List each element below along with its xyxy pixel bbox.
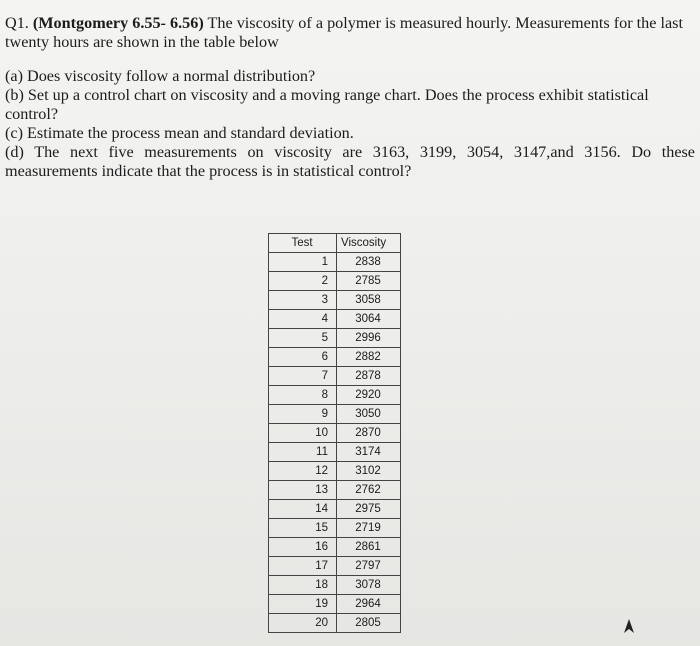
table-row	[269, 386, 401, 405]
viscosity-value-cell: 3064	[337, 310, 401, 329]
part-c: (c) Estimate the process mean and standard deviation.	[5, 124, 354, 142]
part-a: (a) Does viscosity follow a normal distribution?	[5, 67, 316, 85]
viscosity-value-cell: 2870	[337, 424, 401, 443]
test-number-cell: 3	[269, 291, 337, 310]
table-row	[269, 538, 401, 557]
viscosity-value-cell: 2797	[337, 557, 401, 576]
question-intro: The viscosity of a polymer is measured hourly. Measurements for the last twenty hours are shown in the table below	[5, 14, 683, 51]
table-body	[269, 253, 401, 633]
viscosity-value-cell: 2719	[337, 519, 401, 538]
test-number-cell: 16	[269, 538, 337, 557]
table-row	[269, 462, 401, 481]
test-number-cell: 17	[269, 557, 337, 576]
test-number-cell: 6	[269, 348, 337, 367]
table-row	[269, 614, 401, 633]
question-block	[5, 14, 695, 181]
table-row	[269, 481, 401, 500]
test-number-cell: 11	[269, 443, 337, 462]
viscosity-table	[268, 233, 401, 633]
header-test: Test	[269, 234, 337, 253]
test-number-cell: 12	[269, 462, 337, 481]
test-number-cell: 8	[269, 386, 337, 405]
table-row	[269, 519, 401, 538]
test-number-cell: 1	[269, 253, 337, 272]
table-row	[269, 424, 401, 443]
test-number-cell: 18	[269, 576, 337, 595]
part-d: (d) The next five measurements on viscosity are 3163, 3199, 3054, 3147,and 3156. Do these measurements indicate that the process is in statistical control?	[5, 143, 695, 180]
mouse-cursor-icon	[622, 618, 636, 634]
question-source: (Montgomery 6.55- 6.56)	[32, 14, 204, 32]
viscosity-value-cell: 3050	[337, 405, 401, 424]
viscosity-value-cell: 2785	[337, 272, 401, 291]
viscosity-value-cell: 2805	[337, 614, 401, 633]
viscosity-value-cell: 2920	[337, 386, 401, 405]
table-row	[269, 576, 401, 595]
test-number-cell: 20	[269, 614, 337, 633]
table-row	[269, 348, 401, 367]
table-row	[269, 500, 401, 519]
table-row	[269, 310, 401, 329]
table-row	[269, 291, 401, 310]
viscosity-value-cell: 2996	[337, 329, 401, 348]
viscosity-value-cell: 3102	[337, 462, 401, 481]
viscosity-value-cell: 2882	[337, 348, 401, 367]
viscosity-value-cell: 2878	[337, 367, 401, 386]
test-number-cell: 9	[269, 405, 337, 424]
question-number: Q1.	[5, 14, 29, 32]
viscosity-value-cell: 3058	[337, 291, 401, 310]
table-row	[269, 405, 401, 424]
table-row	[269, 557, 401, 576]
viscosity-value-cell: 3078	[337, 576, 401, 595]
question-heading	[5, 14, 695, 52]
question-parts	[5, 67, 695, 181]
viscosity-value-cell: 2838	[337, 253, 401, 272]
test-number-cell: 15	[269, 519, 337, 538]
table-row	[269, 595, 401, 614]
viscosity-value-cell: 2964	[337, 595, 401, 614]
test-number-cell: 7	[269, 367, 337, 386]
table-row	[269, 272, 401, 291]
viscosity-value-cell: 2861	[337, 538, 401, 557]
table-row	[269, 443, 401, 462]
table-header-row	[269, 234, 401, 253]
header-viscosity: Viscosity	[337, 234, 401, 253]
test-number-cell: 10	[269, 424, 337, 443]
table-row	[269, 329, 401, 348]
test-number-cell: 4	[269, 310, 337, 329]
table-row	[269, 367, 401, 386]
test-number-cell: 2	[269, 272, 337, 291]
test-number-cell: 5	[269, 329, 337, 348]
part-b: (b) Set up a control chart on viscosity and a moving range chart. Does the process exhibit statistical control?	[5, 86, 649, 123]
test-number-cell: 13	[269, 481, 337, 500]
table-row	[269, 253, 401, 272]
test-number-cell: 19	[269, 595, 337, 614]
viscosity-value-cell: 2975	[337, 500, 401, 519]
viscosity-value-cell: 3174	[337, 443, 401, 462]
test-number-cell: 14	[269, 500, 337, 519]
viscosity-value-cell: 2762	[337, 481, 401, 500]
